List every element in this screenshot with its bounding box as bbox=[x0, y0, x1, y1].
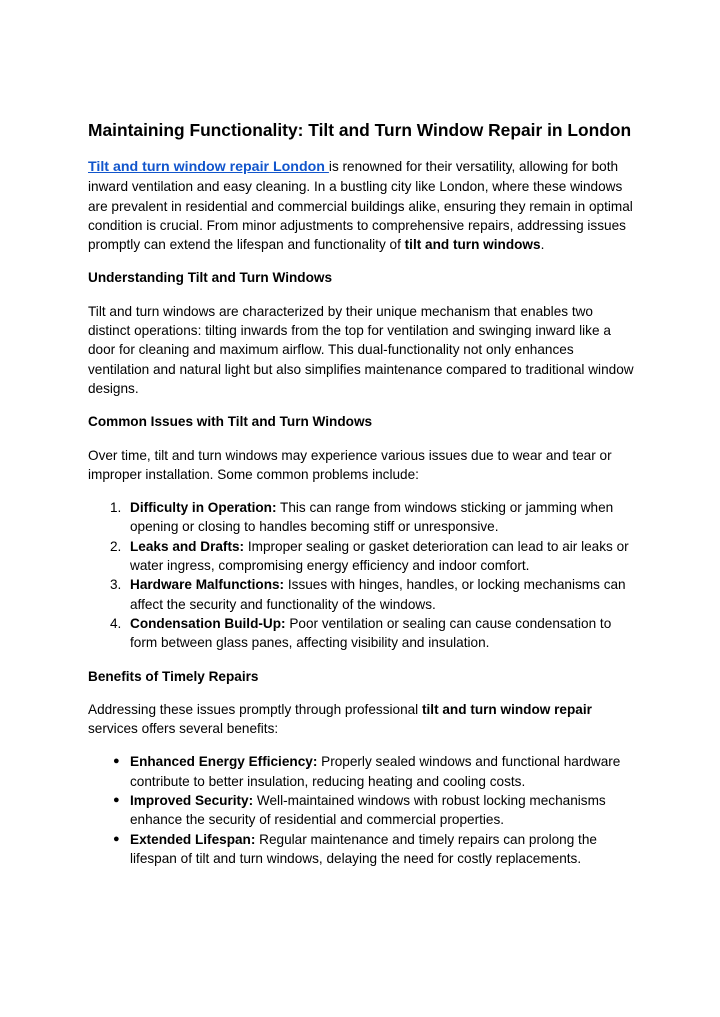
list-item-label: Difficulty in Operation: bbox=[130, 500, 277, 516]
list-item-text: Issues with hinges, handles, or locking mechanisms can affect the security and functionality of the windows. bbox=[130, 577, 626, 612]
benefits-text-before: Addressing these issues promptly through professional bbox=[88, 701, 422, 717]
list-number: 2. bbox=[110, 538, 122, 554]
list-item bbox=[88, 614, 636, 653]
intro-bold-text: tilt and turn windows bbox=[404, 237, 541, 253]
list-item bbox=[88, 830, 636, 869]
list-item-label: Condensation Build-Up: bbox=[130, 615, 286, 631]
section-heading-common-issues: Common Issues with Tilt and Turn Windows bbox=[88, 414, 373, 430]
section-heading-understanding: Understanding Tilt and Turn Windows bbox=[88, 270, 333, 286]
bullet-icon: ● bbox=[113, 755, 120, 768]
list-number: 3. bbox=[110, 577, 122, 593]
list-item bbox=[88, 791, 636, 830]
section-heading-benefits: Benefits of Timely Repairs bbox=[88, 668, 259, 684]
list-number: 4. bbox=[110, 615, 122, 631]
list-item-label: Leaks and Drafts: bbox=[130, 538, 245, 554]
list-item-label: Extended Lifespan: bbox=[130, 831, 256, 847]
common-issues-paragraph: Over time, tilt and turn windows may experience various issues due to wear and tear or improper installation. Some common problems include: bbox=[88, 447, 612, 482]
intro-end: . bbox=[540, 237, 545, 253]
bullet-icon: ● bbox=[113, 832, 120, 845]
list-item-text: Improper sealing or gasket deterioration can lead to air leaks or water ingress, compromising energy efficiency and indoor comfort. bbox=[130, 538, 629, 574]
list-number: 1. bbox=[110, 500, 122, 516]
intro-text: is renowned for their versatility, allowing for both inward ventilation and easy cleaning. In a bustling city like London, where these windows are prevalent in residential and commercial buildings alike, ensuring they remain in optimal condition is crucial. From minor adjustments to comprehensive repairs, addressing issues promptly can extend the lifespan and functionality of bbox=[88, 159, 633, 253]
list-item bbox=[88, 752, 636, 791]
list-item-text: Regular maintenance and timely repairs can prolong the lifespan of tilt and turn windows, delaying the need for costly replacements. bbox=[130, 831, 597, 866]
repair-london-link[interactable]: Tilt and turn window repair London bbox=[88, 159, 329, 175]
list-item bbox=[88, 575, 636, 614]
list-item-text: Well-maintained windows with robust locking mechanisms enhance the security of residential and commercial properties. bbox=[130, 793, 606, 828]
understanding-paragraph: Tilt and turn windows are characterized by their unique mechanism that enables two distinct operations: tilting inwards from the top for ventilation and swinging inward like a door for cleaning and maximum airflow. This dual-functionality not only enhances ventilation and natural light but also simplifies maintenance compared to traditional window designs. bbox=[88, 303, 634, 396]
list-item-text: Poor ventilation or sealing can cause condensation to form between glass panes, affecting visibility and insulation. bbox=[130, 615, 612, 651]
bullet-icon: ● bbox=[113, 794, 120, 807]
benefits-bold-text: tilt and turn window repair bbox=[421, 701, 592, 717]
document-page bbox=[88, 118, 636, 882]
issues-list bbox=[88, 498, 636, 652]
benefits-paragraph bbox=[88, 700, 636, 739]
page-title: Maintaining Functionality: Tilt and Turn Window Repair in London bbox=[88, 120, 632, 140]
list-item-text: This can range from windows sticking or jamming when opening or closing to handles becoming stiff or unresponsive. bbox=[130, 500, 614, 535]
list-item-label: Improved Security: bbox=[130, 793, 254, 809]
intro-paragraph bbox=[88, 157, 636, 254]
list-item-label: Enhanced Energy Efficiency: bbox=[130, 754, 318, 770]
list-item bbox=[88, 498, 636, 537]
list-item-text: Properly sealed windows and functional hardware contribute to better insulation, reducing heating and cooling costs. bbox=[130, 754, 621, 789]
list-item-label: Hardware Malfunctions: bbox=[130, 577, 285, 593]
list-item bbox=[88, 537, 636, 576]
benefits-text-after: services offers several benefits: bbox=[88, 721, 279, 737]
benefits-list bbox=[88, 752, 636, 868]
